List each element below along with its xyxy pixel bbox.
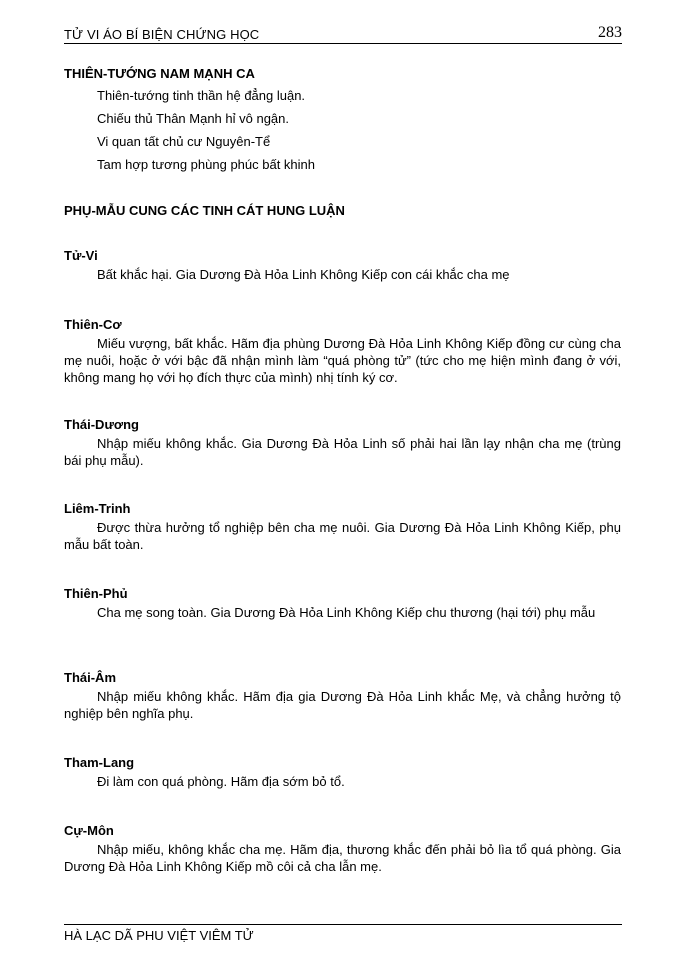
star-name: Liêm-Trinh	[64, 501, 131, 516]
star-description: Bất khắc hại. Gia Dương Đà Hỏa Linh Không Kiếp con cái khắc cha mẹ	[97, 267, 510, 282]
star-name: Thiên-Phủ	[64, 586, 128, 601]
star-entry	[64, 670, 621, 722]
poem-line: Chiếu thủ Thân Mạnh hỉ vô ngận.	[97, 111, 290, 126]
poem-line: Vi quan tất chủ cư Nguyên-Tể	[97, 134, 271, 149]
star-description: Nhập miếu không khắc. Hãm địa gia Dương Đà Hỏa Linh khắc Mẹ, và chẳng hưởng tộ nghiệp bên nghĩa phụ.	[64, 689, 621, 721]
star-description: Nhập miếu, không khắc cha mẹ. Hãm địa, thương khắc đến phải bỏ lìa tổ quá phòng. Gia Dương Đà Hỏa Linh Không Kiếp mồ côi cả cha lẫn mẹ.	[64, 842, 621, 874]
star-entry	[64, 248, 621, 283]
star-description: Cha mẹ song toàn. Gia Dương Đà Hỏa Linh Không Kiếp chu thương (hại tới) phụ mẫu	[97, 605, 596, 620]
star-entry	[64, 755, 621, 790]
poem-line: Tam hợp tương phùng phúc bất khinh	[97, 157, 316, 172]
star-name: Thiên-Cơ	[64, 317, 122, 332]
poem-line: Thiên-tướng tinh thần hệ đẳng luận.	[97, 88, 306, 103]
star-entry	[64, 501, 621, 553]
star-name: Thái-Âm	[64, 670, 116, 685]
page-header	[64, 24, 622, 44]
poem-lines	[64, 84, 621, 176]
star-description: Được thừa hưởng tổ nghiệp bên cha mẹ nuôi. Gia Dương Đà Hỏa Linh Không Kiếp, phụ mẫu bất toàn.	[64, 520, 621, 552]
star-entry	[64, 823, 621, 875]
star-name: Cự-Môn	[64, 823, 114, 838]
poem-title: THIÊN-TƯỚNG NAM MẠNH CA	[64, 66, 255, 81]
star-entry	[64, 417, 621, 469]
star-name: Tham-Lang	[64, 755, 135, 770]
page-footer	[64, 924, 622, 943]
star-description: Đi làm con quá phòng. Hãm địa sớm bỏ tổ.	[97, 774, 345, 789]
star-entry	[64, 586, 621, 621]
page-number: 283	[598, 24, 622, 41]
star-description: Nhập miếu không khắc. Gia Dương Đà Hỏa Linh số phải hai lần lạy nhận cha mẹ (trùng bái phụ mẫu).	[64, 436, 621, 468]
star-description: Miếu vượng, bất khắc. Hãm địa phùng Dương Đà Hỏa Linh Không Kiếp đồng cư cùng cha mẹ nuôi, hoặc ở với bậc đã nhận mình làm “quá phòng tử” (tức cho mẹ hiện mình đang ở với, không mang họ với họ đích thực của mình) nhị tính ký cơ.	[64, 336, 621, 385]
star-name: Thái-Dương	[64, 417, 139, 432]
section-title: PHỤ-MẪU CUNG CÁC TINH CÁT HUNG LUẬN	[64, 203, 345, 218]
book-title: TỬ VI ÁO BÍ BIỆN CHỨNG HỌC	[64, 27, 260, 42]
star-entry	[64, 317, 621, 386]
star-name: Tử-Vi	[64, 248, 98, 263]
poem-block	[64, 66, 621, 176]
footer-author: HÀ LẠC DÃ PHU VIỆT VIÊM TỬ	[64, 928, 254, 943]
section-title-block	[64, 203, 621, 219]
